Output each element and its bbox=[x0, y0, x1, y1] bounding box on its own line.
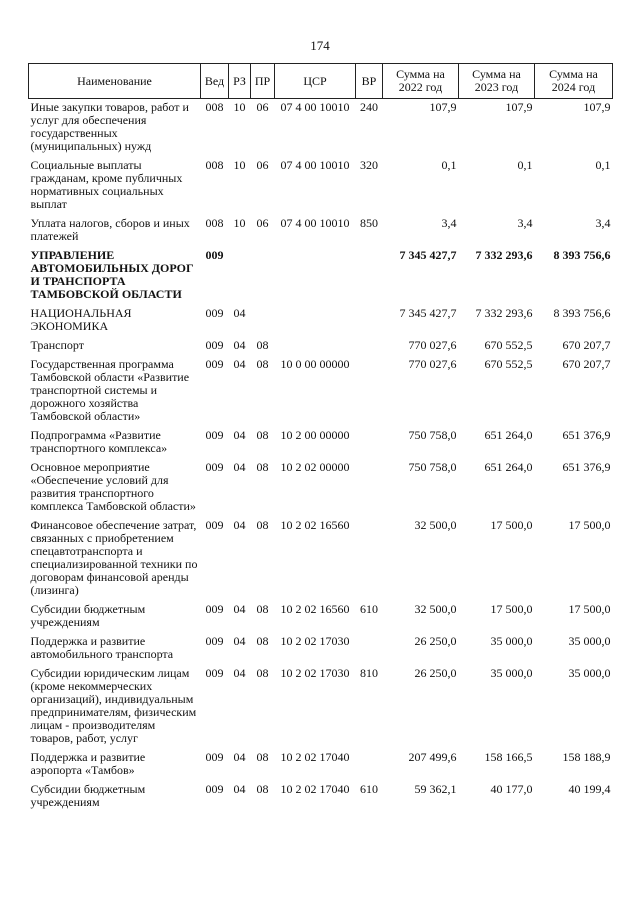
cell-rz: 10 bbox=[233, 216, 246, 230]
cell-sum-2023: 17 500,0 bbox=[490, 602, 533, 616]
table-row bbox=[29, 215, 613, 247]
cell-csr: 10 2 02 17040 bbox=[280, 782, 350, 796]
table-row bbox=[29, 601, 613, 633]
cell-sum-2023: 35 000,0 bbox=[490, 634, 533, 648]
cell-sum-2024: 8 393 756,6 bbox=[553, 248, 611, 262]
cell-sum-2024: 40 199,4 bbox=[568, 782, 611, 796]
cell-rz: 04 bbox=[233, 782, 246, 796]
header-ved: Вед bbox=[201, 64, 229, 99]
cell-name: Социальные выплаты гражданам, кроме публичных нормативных социальных выплат bbox=[30, 158, 183, 211]
table-row bbox=[29, 781, 613, 813]
cell-pr: 08 bbox=[256, 750, 269, 764]
header-pr: ПР bbox=[251, 64, 275, 99]
cell-pr: 08 bbox=[256, 782, 269, 796]
cell-pr: 08 bbox=[256, 666, 269, 680]
table-row bbox=[29, 427, 613, 459]
cell-rz: 04 bbox=[233, 460, 246, 474]
cell-vr bbox=[356, 305, 383, 337]
header-name: Наименование bbox=[29, 64, 201, 99]
table-row bbox=[29, 633, 613, 665]
cell-name: Иные закупки товаров, работ и услуг для обеспечения государственных (муниципальных) нужд bbox=[30, 100, 189, 153]
table-row bbox=[29, 749, 613, 781]
table-body bbox=[29, 99, 613, 814]
table-row bbox=[29, 517, 613, 601]
cell-name: Субсидии юридическим лицам (кроме некоммерческих организаций), индивидуальным предпринимателям, физическим лицам - производителям товаров, работ, услуг bbox=[30, 666, 197, 745]
cell-pr: 08 bbox=[256, 460, 269, 474]
cell-ved: 008 bbox=[205, 216, 224, 230]
cell-ved: 009 bbox=[205, 750, 224, 764]
cell-name: УПРАВЛЕНИЕ АВТОМОБИЛЬНЫХ ДОРОГ И ТРАНСПОРТА ТАМБОВСКОЙ ОБЛАСТИ bbox=[30, 248, 194, 301]
cell-sum-2022: 207 499,6 bbox=[408, 750, 457, 764]
cell-sum-2024: 651 376,9 bbox=[562, 428, 611, 442]
cell-pr: 08 bbox=[256, 357, 269, 371]
cell-sum-2023: 158 166,5 bbox=[484, 750, 533, 764]
cell-name: Транспорт bbox=[30, 338, 84, 352]
cell-name: Поддержка и развитие автомобильного транспорта bbox=[30, 634, 174, 661]
cell-name: Субсидии бюджетным учреждениям bbox=[30, 602, 146, 629]
table-row bbox=[29, 99, 613, 158]
cell-rz: 10 bbox=[233, 100, 246, 114]
cell-sum-2024: 651 376,9 bbox=[562, 460, 611, 474]
header-vr: ВР bbox=[356, 64, 383, 99]
cell-pr: 08 bbox=[256, 518, 269, 532]
cell-sum-2023: 651 264,0 bbox=[484, 428, 533, 442]
cell-sum-2024: 17 500,0 bbox=[568, 602, 611, 616]
cell-rz: 10 bbox=[233, 158, 246, 172]
cell-csr: 10 2 02 16560 bbox=[280, 518, 350, 532]
cell-name: Уплата налогов, сборов и иных платежей bbox=[30, 216, 190, 243]
cell-sum-2023: 17 500,0 bbox=[490, 518, 533, 532]
cell-sum-2022: 7 345 427,7 bbox=[399, 306, 457, 320]
cell-sum-2022: 770 027,6 bbox=[408, 357, 457, 371]
cell-vr bbox=[356, 356, 383, 427]
cell-csr: 10 2 02 17040 bbox=[280, 750, 350, 764]
cell-ved: 009 bbox=[205, 602, 224, 616]
cell-ved: 009 bbox=[205, 634, 224, 648]
table-row bbox=[29, 305, 613, 337]
cell-csr: 07 4 00 10010 bbox=[280, 158, 350, 172]
cell-pr: 06 bbox=[256, 158, 269, 172]
cell-vr: 810 bbox=[360, 666, 378, 680]
cell-ved: 009 bbox=[205, 518, 224, 532]
cell-ved: 008 bbox=[205, 100, 224, 114]
cell-sum-2024: 8 393 756,6 bbox=[553, 306, 611, 320]
cell-name: Поддержка и развитие аэропорта «Тамбов» bbox=[30, 750, 146, 777]
cell-sum-2024: 35 000,0 bbox=[568, 666, 611, 680]
cell-sum-2024: 670 207,7 bbox=[562, 357, 611, 371]
cell-ved: 009 bbox=[205, 357, 224, 371]
cell-sum-2023: 651 264,0 bbox=[484, 460, 533, 474]
cell-vr: 850 bbox=[360, 216, 378, 230]
cell-ved: 009 bbox=[205, 666, 224, 680]
cell-csr: 10 2 02 17030 bbox=[280, 666, 350, 680]
cell-rz: 04 bbox=[233, 338, 246, 352]
cell-sum-2023: 40 177,0 bbox=[490, 782, 533, 796]
cell-sum-2022: 7 345 427,7 bbox=[399, 248, 457, 262]
cell-rz bbox=[229, 247, 251, 305]
cell-sum-2024: 35 000,0 bbox=[568, 634, 611, 648]
cell-sum-2022: 59 362,1 bbox=[414, 782, 457, 796]
cell-sum-2023: 7 332 293,6 bbox=[475, 306, 533, 320]
cell-ved: 009 bbox=[205, 306, 224, 320]
cell-rz: 04 bbox=[233, 428, 246, 442]
cell-rz: 04 bbox=[233, 518, 246, 532]
cell-sum-2022: 107,9 bbox=[429, 100, 457, 114]
cell-vr: 610 bbox=[360, 602, 378, 616]
cell-name: Подпрограмма «Развитие транспортного комплекса» bbox=[30, 428, 168, 455]
cell-rz: 04 bbox=[233, 306, 246, 320]
cell-sum-2022: 32 500,0 bbox=[414, 518, 457, 532]
table-header-row bbox=[29, 64, 613, 99]
cell-pr: 06 bbox=[256, 100, 269, 114]
cell-pr: 08 bbox=[256, 634, 269, 648]
cell-vr: 610 bbox=[360, 782, 378, 796]
cell-sum-2022: 0,1 bbox=[441, 158, 457, 172]
cell-ved: 009 bbox=[205, 428, 224, 442]
cell-ved: 009 bbox=[205, 248, 224, 262]
header-sum-2024: Сумма на 2024 год bbox=[535, 64, 613, 99]
cell-rz: 04 bbox=[233, 666, 246, 680]
cell-vr bbox=[356, 247, 383, 305]
cell-vr: 320 bbox=[360, 158, 378, 172]
cell-sum-2022: 770 027,6 bbox=[408, 338, 457, 352]
cell-rz: 04 bbox=[233, 750, 246, 764]
cell-sum-2022: 750 758,0 bbox=[408, 428, 457, 442]
cell-sum-2023: 35 000,0 bbox=[490, 666, 533, 680]
table-row bbox=[29, 337, 613, 356]
cell-csr bbox=[275, 247, 356, 305]
cell-name: Государственная программа Тамбовской области «Развитие транспортной системы и дорожного хозяйства Тамбовской области» bbox=[30, 357, 190, 423]
cell-sum-2024: 17 500,0 bbox=[568, 518, 611, 532]
cell-rz: 04 bbox=[233, 602, 246, 616]
cell-pr bbox=[251, 247, 275, 305]
cell-sum-2024: 670 207,7 bbox=[562, 338, 611, 352]
cell-vr bbox=[356, 337, 383, 356]
cell-csr: 10 2 02 17030 bbox=[280, 634, 350, 648]
page-number: 174 bbox=[310, 38, 330, 53]
header-rz: РЗ bbox=[229, 64, 251, 99]
cell-sum-2023: 670 552,5 bbox=[484, 357, 533, 371]
cell-sum-2023: 107,9 bbox=[505, 100, 533, 114]
cell-sum-2022: 32 500,0 bbox=[414, 602, 457, 616]
table-row bbox=[29, 157, 613, 215]
cell-vr bbox=[356, 517, 383, 601]
cell-sum-2023: 3,4 bbox=[517, 216, 533, 230]
table-row bbox=[29, 459, 613, 517]
cell-name: НАЦИОНАЛЬНАЯ ЭКОНОМИКА bbox=[30, 306, 132, 333]
table-row bbox=[29, 247, 613, 305]
header-csr: ЦСР bbox=[275, 64, 356, 99]
cell-csr: 10 2 02 00000 bbox=[280, 460, 350, 474]
cell-pr: 06 bbox=[256, 216, 269, 230]
table-row bbox=[29, 356, 613, 427]
cell-sum-2024: 3,4 bbox=[595, 216, 611, 230]
cell-pr: 08 bbox=[256, 338, 269, 352]
cell-rz: 04 bbox=[233, 357, 246, 371]
cell-ved: 009 bbox=[205, 460, 224, 474]
cell-csr bbox=[275, 305, 356, 337]
cell-rz: 04 bbox=[233, 634, 246, 648]
header-sum-2022: Сумма на 2022 год bbox=[383, 64, 459, 99]
cell-vr bbox=[356, 459, 383, 517]
cell-sum-2022: 26 250,0 bbox=[414, 666, 457, 680]
cell-ved: 009 bbox=[205, 782, 224, 796]
cell-csr: 07 4 00 10010 bbox=[280, 100, 350, 114]
cell-sum-2024: 0,1 bbox=[595, 158, 611, 172]
header-sum-2023: Сумма на 2023 год bbox=[459, 64, 535, 99]
cell-csr: 07 4 00 10010 bbox=[280, 216, 350, 230]
cell-vr bbox=[356, 749, 383, 781]
cell-sum-2024: 158 188,9 bbox=[562, 750, 611, 764]
cell-sum-2022: 26 250,0 bbox=[414, 634, 457, 648]
cell-pr bbox=[251, 305, 275, 337]
cell-csr: 10 0 00 00000 bbox=[280, 357, 350, 371]
cell-name: Финансовое обеспечение затрат, связанных с приобретением спецавтотранспорта и специализированной техники по договорам финансовой аренды (лизинга) bbox=[30, 518, 198, 597]
cell-csr: 10 2 02 16560 bbox=[280, 602, 350, 616]
cell-vr: 240 bbox=[360, 100, 378, 114]
cell-sum-2023: 0,1 bbox=[517, 158, 533, 172]
cell-vr bbox=[356, 427, 383, 459]
cell-csr: 10 2 00 00000 bbox=[280, 428, 350, 442]
budget-table bbox=[28, 63, 613, 813]
cell-sum-2023: 670 552,5 bbox=[484, 338, 533, 352]
cell-csr bbox=[275, 337, 356, 356]
cell-sum-2022: 750 758,0 bbox=[408, 460, 457, 474]
cell-vr bbox=[356, 633, 383, 665]
cell-pr: 08 bbox=[256, 428, 269, 442]
cell-sum-2022: 3,4 bbox=[441, 216, 457, 230]
cell-sum-2023: 7 332 293,6 bbox=[475, 248, 533, 262]
cell-sum-2024: 107,9 bbox=[583, 100, 611, 114]
table-row bbox=[29, 665, 613, 749]
cell-ved: 008 bbox=[205, 158, 224, 172]
cell-pr: 08 bbox=[256, 602, 269, 616]
cell-ved: 009 bbox=[205, 338, 224, 352]
cell-name: Субсидии бюджетным учреждениям bbox=[30, 782, 146, 809]
cell-name: Основное мероприятие «Обеспечение условий для развития транспортного комплекса Тамбовской области» bbox=[30, 460, 196, 513]
